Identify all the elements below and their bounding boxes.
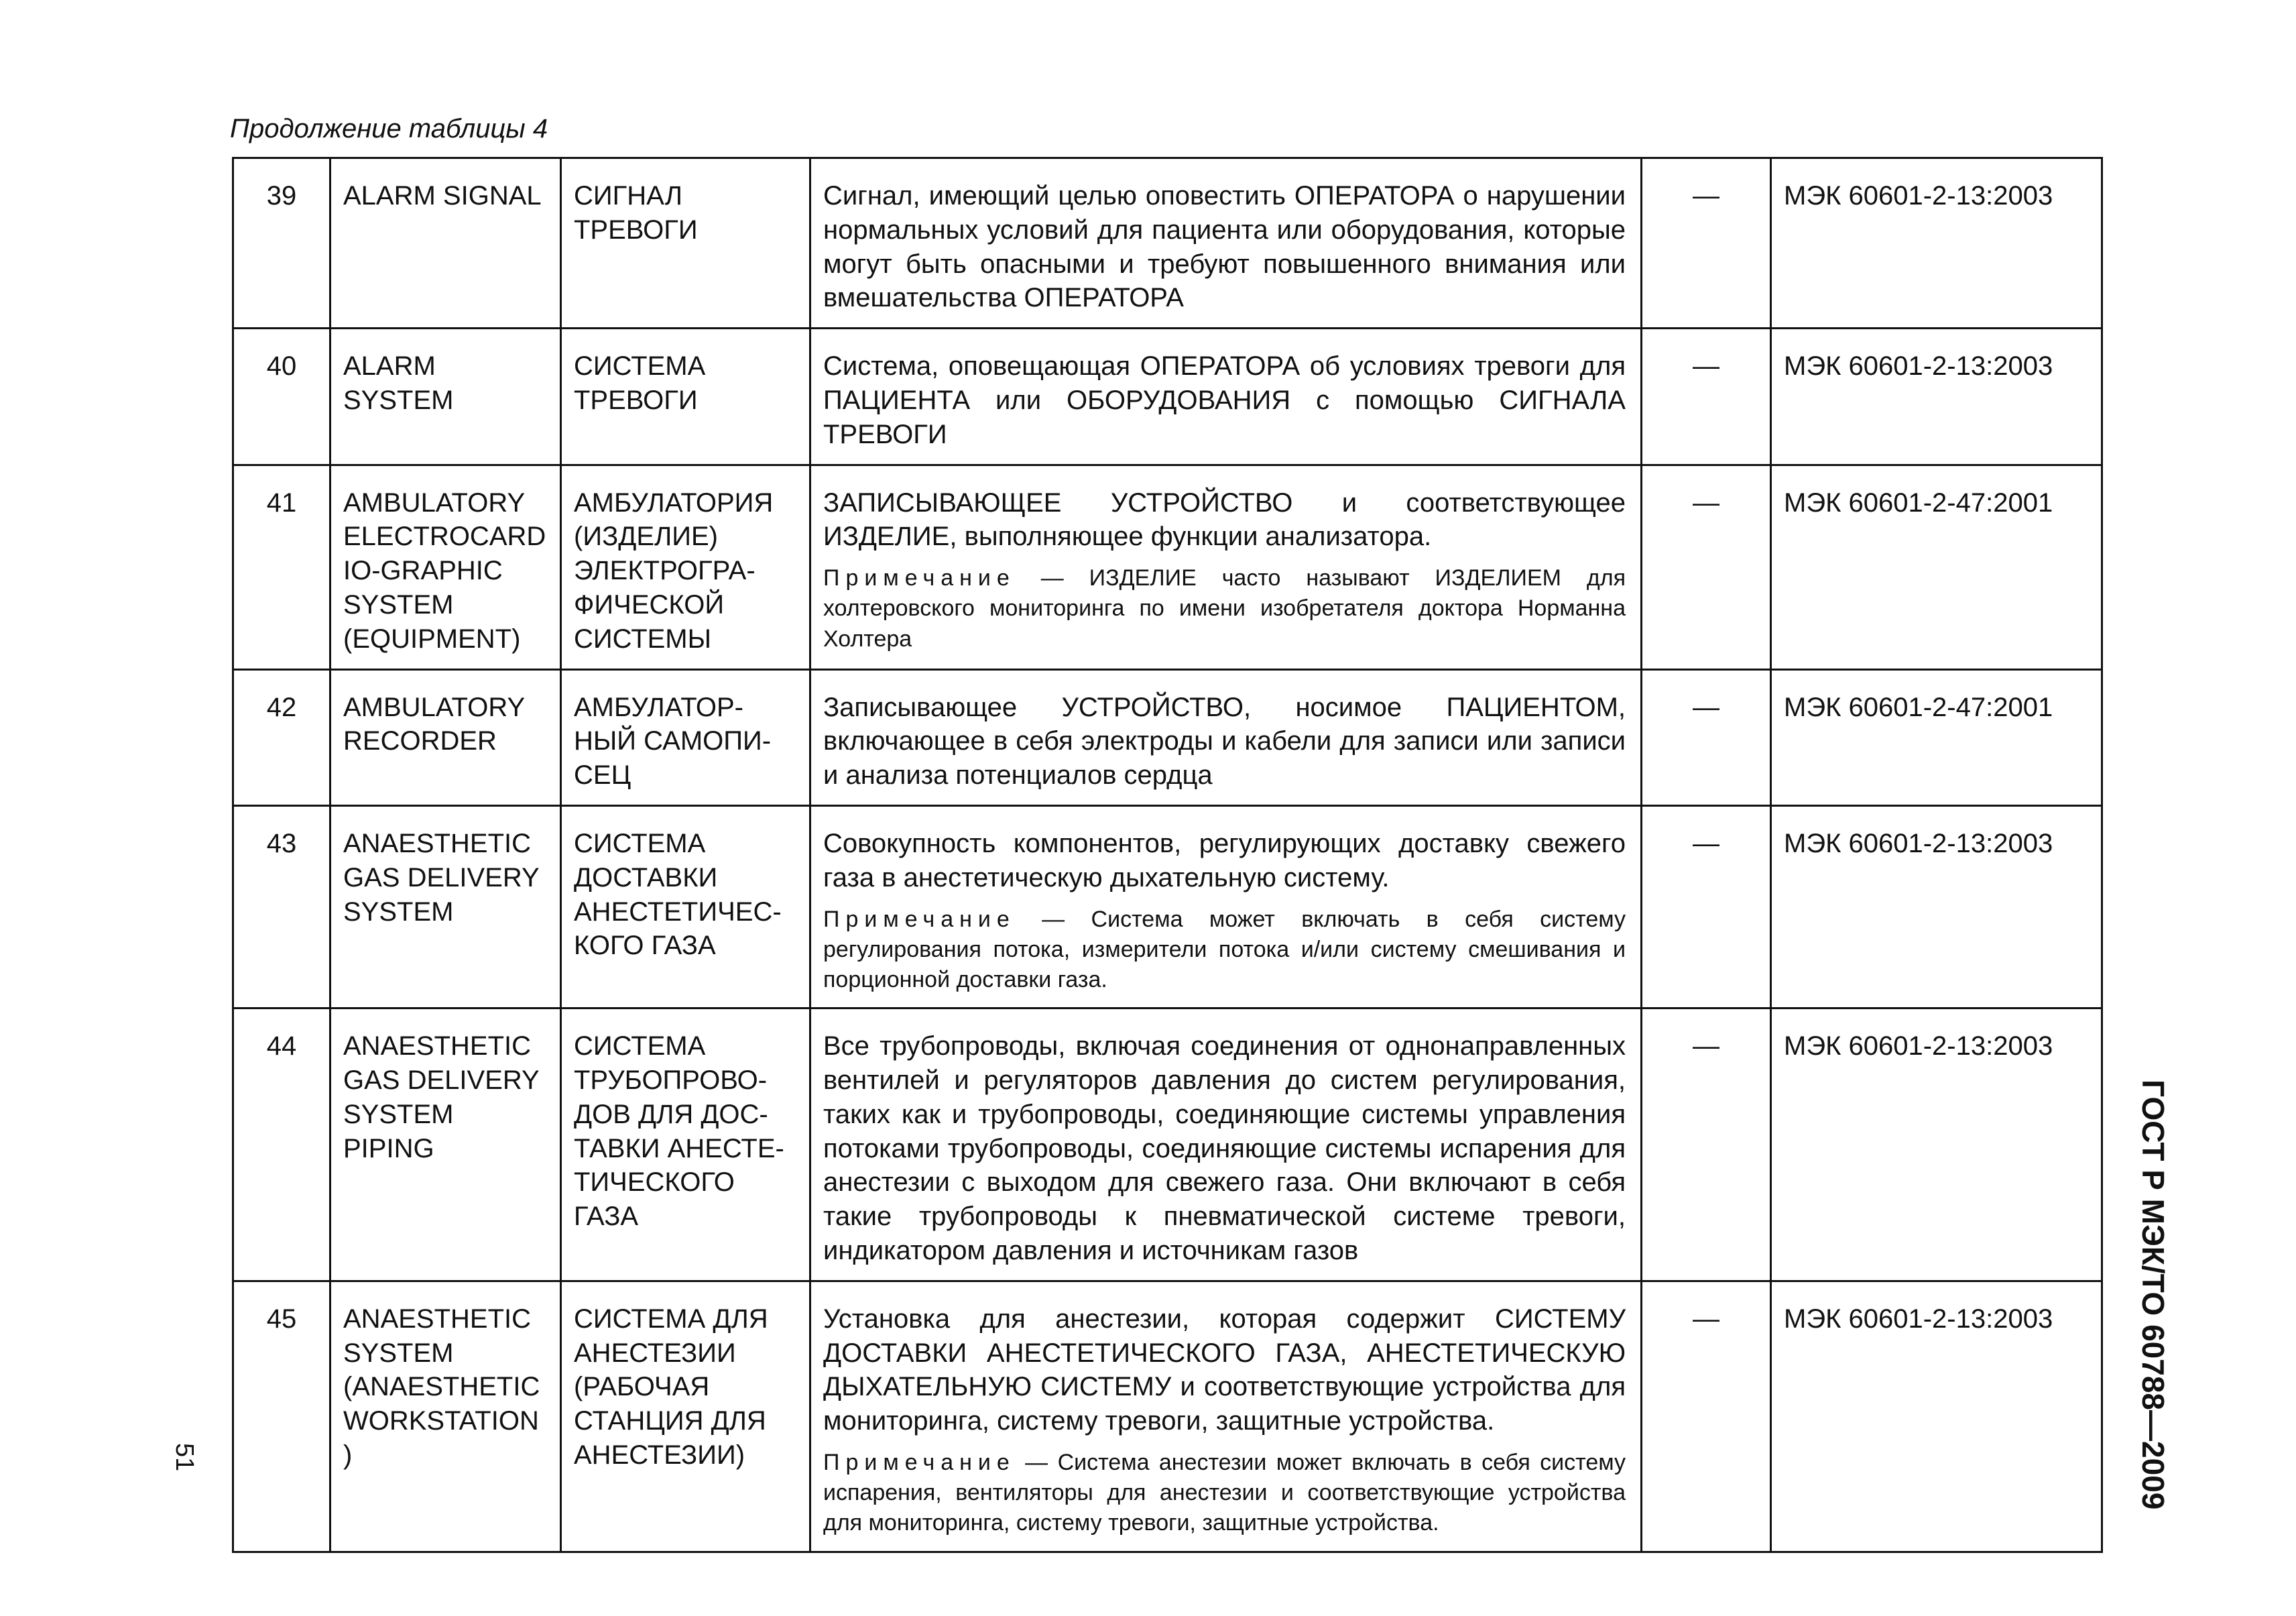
table-row xyxy=(233,465,2102,669)
term-definition: Все трубопроводы, включая соединения от однонаправленных вентилей и регуляторов давления до систем регулирования, таких как и трубопроводы, соединяющие системы управления потоками трубопроводы, соединяющие системы испарения для анестезии с выходом для свежего газа. Они включают в себя такие трубопроводы к пневматической системе тревоги, индикатором давления и источникам газов xyxy=(810,1008,1642,1281)
term-english: ALARM SIGNAL xyxy=(330,158,561,329)
standard-designation: ГОСТ Р МЭК/ТО 60788—2009 xyxy=(2136,1080,2171,1510)
term-dash: — xyxy=(1642,1008,1771,1281)
term-number: 42 xyxy=(233,669,330,805)
table-caption: Продолжение таблицы 4 xyxy=(230,114,548,143)
term-number: 43 xyxy=(233,805,330,1008)
table-row xyxy=(233,329,2102,465)
table-row xyxy=(233,158,2102,329)
term-source: МЭК 60601-2-13:2003 xyxy=(1771,1008,2102,1281)
term-russian: АМБУЛАТОРИЯ (ИЗДЕЛИЕ) ЭЛЕКТРОГРА-ФИЧЕСКОЙ СИСТЕМЫ xyxy=(561,465,810,669)
table-row xyxy=(233,1008,2102,1281)
term-source: МЭК 60601-2-13:2003 xyxy=(1771,158,2102,329)
term-dash: — xyxy=(1642,1281,1771,1552)
term-definition: ЗАПИСЫВАЮЩЕЕ УСТРОЙСТВО и соответствующее ИЗДЕЛИЕ, выполняющее функции анализатора. Примечание — ИЗДЕЛИЕ часто называют ИЗДЕЛИЕМ для холтеровского мониторинга по имени изобретателя доктора Норманна Холтера xyxy=(810,465,1642,669)
term-note: Примечание — Система может включать в себя систему регулирования потока, измерители потока и/или систему смешивания и порционной доставки газа. xyxy=(823,906,1626,992)
page-number: 51 xyxy=(170,1443,198,1472)
term-source: МЭК 60601-2-13:2003 xyxy=(1771,329,2102,465)
term-english: ANAESTHETIC SYSTEM (ANAESTHETIC WORKSTATION) xyxy=(330,1281,561,1552)
term-definition: Система, оповещающая ОПЕРАТОРА об условиях тревоги для ПАЦИЕНТА или ОБОРУДОВАНИЯ с помощью СИГНАЛА ТРЕВОГИ xyxy=(810,329,1642,465)
term-definition: Совокупность компонентов, регулирующих доставку свежего газа в анестетическую дыхательную систему. Примечание — Система может включать в себя систему регулирования потока, измерители потока и/или систему смешивания и порционной доставки газа. xyxy=(810,805,1642,1008)
term-number: 45 xyxy=(233,1281,330,1552)
term-russian: СИСТЕМА ДОСТАВКИ АНЕСТЕТИЧЕС-КОГО ГАЗА xyxy=(561,805,810,1008)
terms-table xyxy=(232,157,2103,1553)
term-definition: Записывающее УСТРОЙСТВО, носимое ПАЦИЕНТОМ, включающее в себя электроды и кабели для записи или записи и анализа потенциалов сердца xyxy=(810,669,1642,805)
term-russian: СИСТЕМА ТРУБОПРОВО-ДОВ ДЛЯ ДОС-ТАВКИ АНЕСТЕ-ТИЧЕСКОГО ГАЗА xyxy=(561,1008,810,1281)
term-definition: Сигнал, имеющий целью оповестить ОПЕРАТОРА о нарушении нормальных условий для пациента или оборудования, которые могут быть опасными и требуют повышенного внимания или вмешательства ОПЕРАТОРА xyxy=(810,158,1642,329)
term-russian: СИСТЕМА ТРЕВОГИ xyxy=(561,329,810,465)
term-russian: АМБУЛАТОР-НЫЙ САМОПИ-СЕЦ xyxy=(561,669,810,805)
term-english: AMBULATORY RECORDER xyxy=(330,669,561,805)
term-source: МЭК 60601-2-13:2003 xyxy=(1771,805,2102,1008)
term-source: МЭК 60601-2-47:2001 xyxy=(1771,465,2102,669)
term-english: AMBULATORY ELECTROCARDIO-GRAPHIC SYSTEM (EQUIPMENT) xyxy=(330,465,561,669)
term-russian: СИГНАЛ ТРЕВОГИ xyxy=(561,158,810,329)
term-number: 41 xyxy=(233,465,330,669)
table-row xyxy=(233,1281,2102,1552)
term-source: МЭК 60601-2-47:2001 xyxy=(1771,669,2102,805)
term-number: 40 xyxy=(233,329,330,465)
term-definition: Установка для анестезии, которая содержит СИСТЕМУ ДОСТАВКИ АНЕСТЕТИЧЕСКОГО ГАЗА, АНЕСТЕТИЧЕСКУЮ ДЫХАТЕЛЬНУЮ СИСТЕМУ и соответствующие устройства для мониторинга, систему тревоги, защитные устройства. Примечание — Система анестезии может включать в себя систему испарения, вентиляторы для анестезии и соответствующие устройства для мониторинга, систему тревоги, защитные устройства. xyxy=(810,1281,1642,1552)
term-source: МЭК 60601-2-13:2003 xyxy=(1771,1281,2102,1552)
term-number: 39 xyxy=(233,158,330,329)
term-dash: — xyxy=(1642,158,1771,329)
table-row xyxy=(233,805,2102,1008)
term-russian: СИСТЕМА ДЛЯ АНЕСТЕЗИИ (РАБОЧАЯ СТАНЦИЯ ДЛЯ АНЕСТЕЗИИ) xyxy=(561,1281,810,1552)
term-dash: — xyxy=(1642,669,1771,805)
term-dash: — xyxy=(1642,329,1771,465)
term-note: Примечание — Система анестезии может включать в себя систему испарения, вентиляторы для анестезии и соответствующие устройства для мониторинга, систему тревоги, защитные устройства. xyxy=(823,1449,1626,1536)
term-english: ANAESTHETIC GAS DELIVERY SYSTEM PIPING xyxy=(330,1008,561,1281)
term-english: ALARM SYSTEM xyxy=(330,329,561,465)
table-row xyxy=(233,669,2102,805)
term-english: ANAESTHETIC GAS DELIVERY SYSTEM xyxy=(330,805,561,1008)
term-note: Примечание — ИЗДЕЛИЕ часто называют ИЗДЕЛИЕМ для холтеровского мониторинга по имени изобретателя доктора Норманна Холтера xyxy=(823,565,1626,652)
term-dash: — xyxy=(1642,465,1771,669)
term-number: 44 xyxy=(233,1008,330,1281)
term-dash: — xyxy=(1642,805,1771,1008)
